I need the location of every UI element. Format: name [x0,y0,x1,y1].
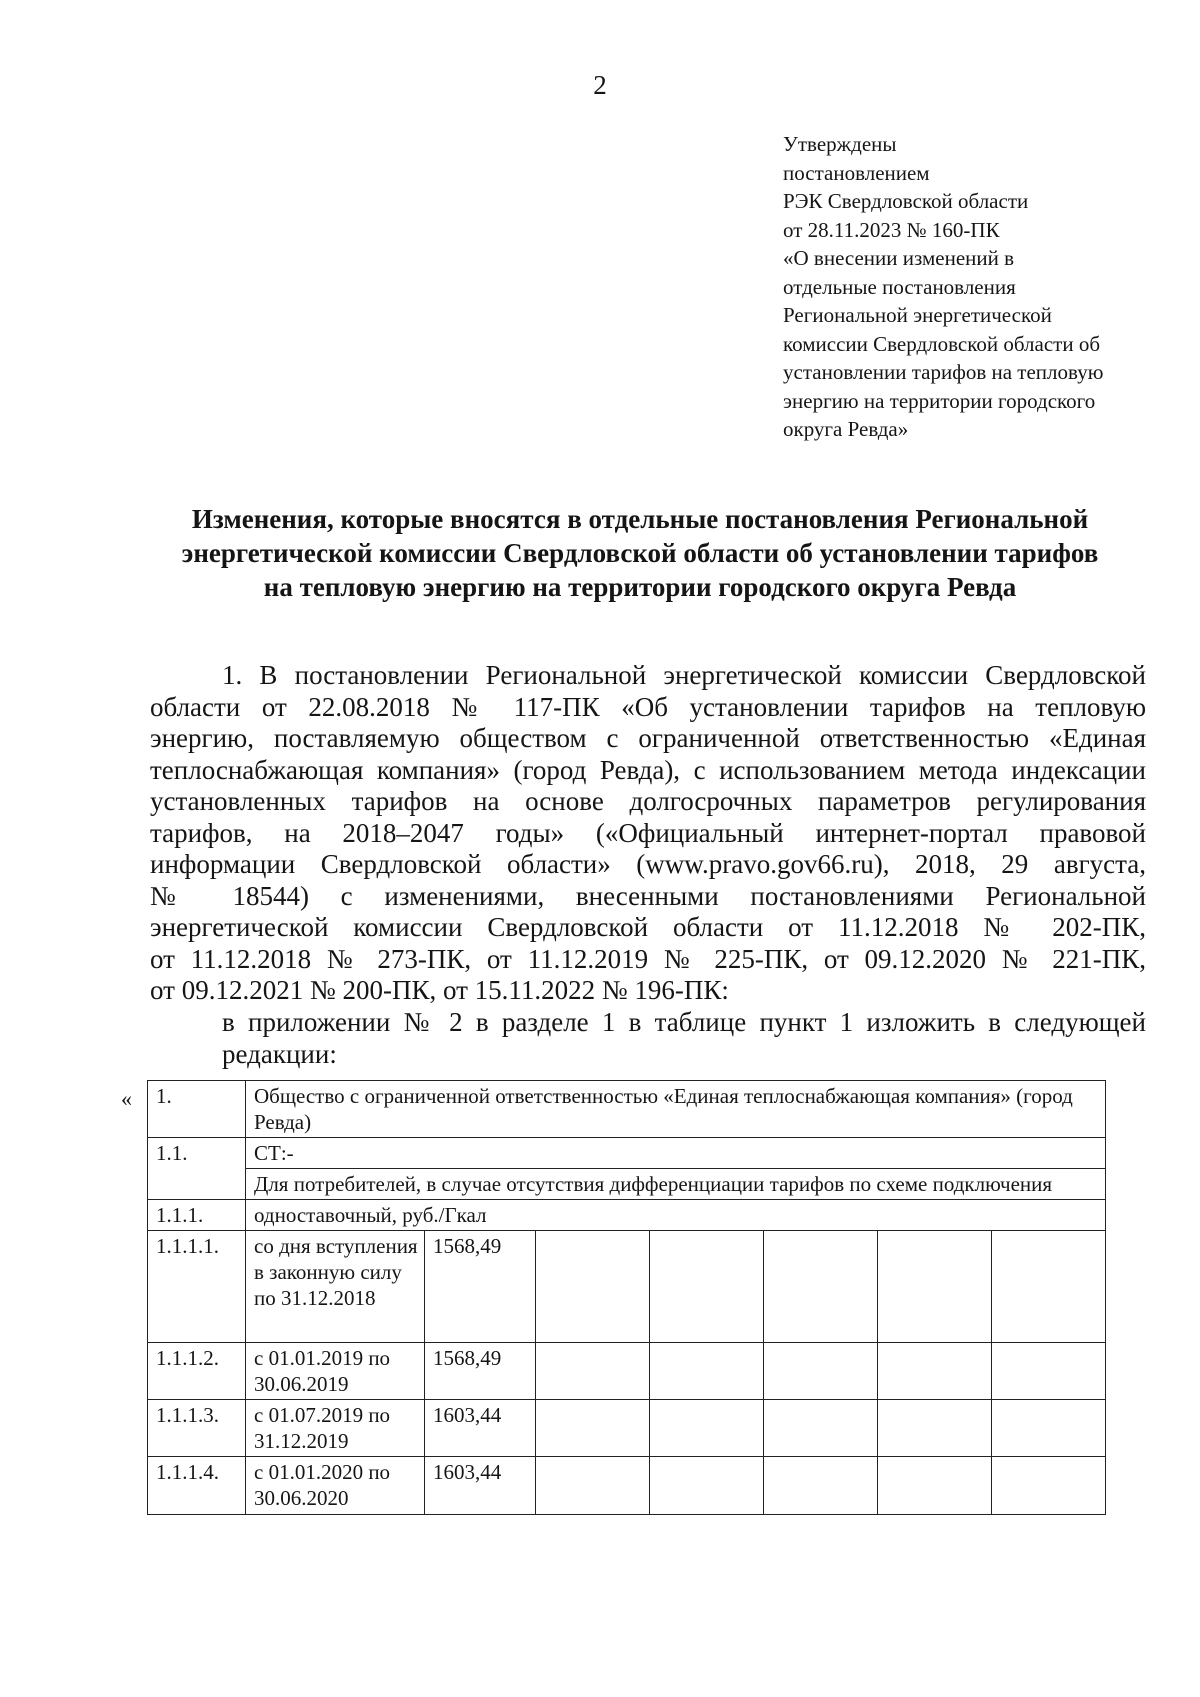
table-row [148,1200,1106,1231]
tariff-value: 1603,44 [425,1400,536,1457]
period-cell: с 01.07.2019 по 31.12.2019 [246,1400,425,1457]
period-cell: со дня вступления в законную силу по 31.12.2018 [246,1231,425,1343]
period-cell: с 01.01.2019 по 30.06.2019 [246,1343,425,1400]
row-number: 1.1. [148,1138,246,1200]
tariff-unit-cell: одноставочный, руб./Гкал [246,1200,1106,1231]
row-number: 1.1.1.2. [148,1343,246,1400]
paragraph-2 [150,1007,1146,1070]
table-row [148,1231,1106,1343]
approval-line: Утверждены [783,132,897,156]
approval-line: отдельные постановления [783,274,1016,299]
approval-line: установлении тарифов на тепловую [783,360,1104,384]
tariff-table [147,1080,1106,1515]
paragraph-line: № 18544) с изменениями, внесенными постановлениями Региональной [150,880,1146,911]
empty-cell [650,1400,764,1457]
empty-cell [764,1457,878,1515]
approval-block [783,130,1103,444]
page-number: 2 [593,70,607,100]
empty-cell [764,1231,878,1343]
paragraph-1 [150,660,1146,1007]
title-line: Изменения, которые вносятся в отдельные постановления Региональной [191,504,1089,534]
title-line: на тепловую энергию на территории городского округа Ревда [263,572,1017,602]
paragraph-line: энергетической комиссии Свердловской области от 11.12.2018 № 202-ПК, [150,912,1146,942]
empty-cell [536,1400,650,1457]
empty-cell [536,1231,650,1343]
paragraph-line: от 11.12.2018 № 273-ПК, от 11.12.2019 № 225-ПК, от 09.12.2020 № 221-ПК, [150,943,1146,974]
empty-cell [764,1343,878,1400]
row-number: 1.1.1.4. [148,1457,246,1515]
tariff-value: 1568,49 [425,1343,536,1400]
empty-cell [650,1231,764,1343]
paragraph-line: 1. В постановлении Региональной энергетической комиссии Свердловской [222,660,1146,690]
tariff-value: 1603,44 [425,1457,536,1515]
approval-line: комиссии Свердловской области об [783,331,1101,356]
paragraph-line: редакции: [222,1038,337,1069]
period-cell: с 01.01.2020 по 30.06.2020 [246,1457,425,1515]
empty-cell [992,1231,1106,1343]
empty-cell [536,1343,650,1400]
empty-cell [650,1457,764,1515]
empty-cell [878,1400,992,1457]
empty-cell [878,1231,992,1343]
consumer-group-cell: Для потребителей, в случае отсутствия дифференциации тарифов по схеме подключения [246,1169,1106,1200]
approval-line: Региональной энергетической [783,303,1052,327]
row-number: 1.1.1. [148,1200,246,1231]
approval-line: РЭК Свердловской области [783,189,1029,213]
table-row [148,1081,1106,1138]
approval-line: «О внесении изменений в [783,246,1015,270]
paragraph-line: теплоснабжающая компания» (город Ревда), с использованием метода индексации [150,754,1146,785]
approval-line: округа Ревда» [783,417,909,441]
approval-line: постановлением [783,160,930,185]
paragraph-line: тарифов, на 2018–2047 годы» («Официальный интернет-портал правовой [150,817,1146,848]
row-number: 1. [148,1081,246,1138]
empty-cell [992,1457,1106,1515]
tariff-value: 1568,49 [425,1231,536,1343]
title-line: энергетической комиссии Свердловской области об установлении тарифов [181,538,1099,568]
table-row [148,1138,1106,1169]
table-row [148,1343,1106,1400]
empty-cell [992,1343,1106,1400]
opening-quote: « [121,1086,132,1111]
organization-cell: Общество с ограниченной ответственностью «Единая теплоснабжающая компания» (город Ревда) [246,1081,1106,1138]
empty-cell [764,1400,878,1457]
empty-cell [878,1457,992,1515]
row-number: 1.1.1.1. [148,1231,246,1343]
paragraph-line: области от 22.08.2018 № 117-ПК «Об установлении тарифов на тепловую [150,691,1146,722]
table-row [148,1169,1106,1200]
paragraph-line: установленных тарифов на основе долгосрочных параметров регулирования [150,786,1146,816]
empty-cell [536,1457,650,1515]
row-number: 1.1.1.3. [148,1400,246,1457]
table-row [148,1457,1106,1515]
empty-cell [878,1343,992,1400]
paragraph-line: от 09.12.2021 № 200-ПК, от 15.11.2022 № 196-ПК: [150,975,729,1005]
table-row [148,1400,1106,1457]
approval-line: от 28.11.2023 № 160-ПК [783,217,1000,242]
tariff-type-cell: СТ:- [246,1138,1106,1169]
document-title [150,502,1130,604]
paragraph-line: энергию, поставляемую обществом с ограниченной ответственностью «Единая [150,723,1146,753]
empty-cell [992,1400,1106,1457]
empty-cell [650,1343,764,1400]
approval-line: энергию на территории городского [783,388,1096,413]
paragraph-line: в приложении № 2 в разделе 1 в таблице пункт 1 изложить в следующей [222,1007,1146,1037]
paragraph-line: информации Свердловской области» (www.pravo.gov66.ru), 2018, 29 августа, [150,849,1146,879]
